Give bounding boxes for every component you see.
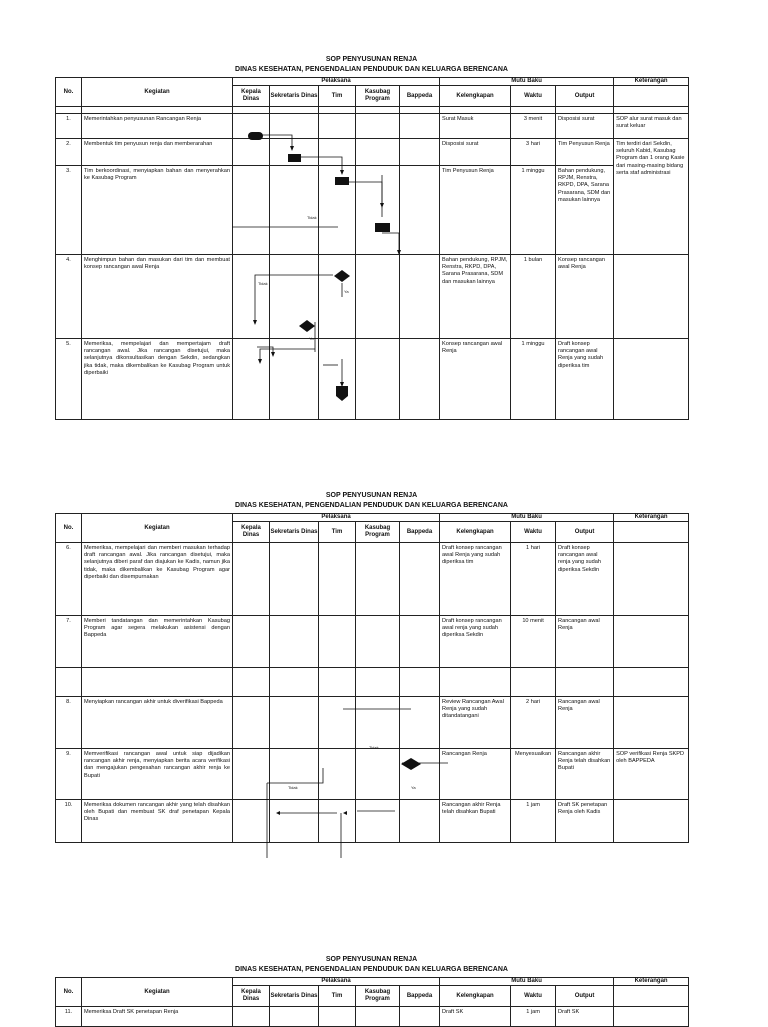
header-pelaksana: Pelaksana <box>233 978 440 986</box>
header-no: No. <box>56 78 82 107</box>
header-kelengkapan: Kelengkapan <box>440 86 511 107</box>
row-output: Bahan pendukung, RPJM, Renstra, RKPD, DPA, Sarana Prasarana, SDM dan masukan lainnya <box>556 166 614 255</box>
row-number: 2. <box>56 139 82 166</box>
table-row <box>56 749 689 800</box>
row-output: Rancangan awal Renja <box>556 697 614 749</box>
flow-label-tidak: Tidak <box>258 281 268 286</box>
row-keterangan <box>614 800 689 843</box>
row-output: Rancangan awal Renja <box>556 616 614 668</box>
header-kelengkapan: Kelengkapan <box>440 522 511 543</box>
row-number: 8. <box>56 697 82 749</box>
row-kelengkapan: Disposisi surat <box>440 139 511 166</box>
header-pelaksana: Pelaksana <box>233 78 440 86</box>
header-mutu-baku: Mutu Baku <box>440 78 614 86</box>
sop-title: SOP PENYUSUNAN RENJA <box>325 956 418 963</box>
row-number: 7. <box>56 616 82 668</box>
table-row <box>56 616 689 668</box>
row-number: 3. <box>56 166 82 255</box>
row-output: Disposisi surat <box>556 114 614 139</box>
sop-table-2 <box>55 513 688 843</box>
header-bappeda: Bappeda <box>400 986 440 1007</box>
row-keterangan: SOP alur surat masuk dan surat keluar <box>614 114 689 139</box>
row-waktu: 3 menit <box>511 114 556 139</box>
header-waktu: Waktu <box>511 986 556 1007</box>
header-kelengkapan: Kelengkapan <box>440 986 511 1007</box>
header-kasubag-program: Kasubag Program <box>356 86 400 107</box>
header-keterangan: Keterangan <box>614 978 689 986</box>
row-keterangan <box>614 255 689 339</box>
sop-subtitle: DINAS KESEHATAN, PENGENDALIAN PENDUDUK DAN KELUARGA BERENCANA <box>235 66 508 73</box>
sop-table-1 <box>55 77 688 420</box>
header-keterangan-blank <box>614 986 689 1007</box>
table-row <box>56 114 689 139</box>
flow-label-tidak: Tidak <box>307 215 317 220</box>
header-sekretaris-dinas: Sekretaris Dinas <box>270 986 319 1007</box>
header-kegiatan: Kegiatan <box>82 514 233 543</box>
header-tim: Tim <box>319 986 356 1007</box>
sop-subtitle: DINAS KESEHATAN, PENGENDALIAN PENDUDUK DAN KELUARGA BERENCANA <box>235 966 508 973</box>
table-row <box>56 107 689 114</box>
row-output: Draft konsep rancangan awal renja yang sudah diperiksa Sekdin <box>556 543 614 616</box>
header-kepala-dinas: Kepala Dinas <box>233 986 270 1007</box>
row-number: 11. <box>56 1007 82 1027</box>
row-keterangan <box>614 339 689 420</box>
row-number: 4. <box>56 255 82 339</box>
row-waktu: 1 minggu <box>511 166 556 255</box>
row-waktu: 1 minggu <box>511 339 556 420</box>
header-tim: Tim <box>319 522 356 543</box>
row-number: 5. <box>56 339 82 420</box>
row-kelengkapan: Konsep rancangan awal Renja <box>440 339 511 420</box>
row-kegiatan: Memverifikasi rancangan awal untuk siap dijadikan rancangan akhir renja, menyiapkan berita acara verifikasi dan mengajukan pengesahan rancangan akhir renja ke Bupati <box>82 749 233 800</box>
sop-table-3 <box>55 977 688 1027</box>
row-kelengkapan: Draft SK <box>440 1007 511 1027</box>
header-kasubag-program: Kasubag Program <box>356 986 400 1007</box>
row-kelengkapan: Rancangan Renja <box>440 749 511 800</box>
table-row <box>56 255 689 339</box>
header-keterangan-blank <box>614 86 689 107</box>
row-keterangan <box>614 616 689 668</box>
header-pelaksana: Pelaksana <box>233 514 440 522</box>
header-keterangan: Keterangan <box>614 514 689 522</box>
row-kelengkapan: Bahan pendukung, RPJM, Renstra, RKPD, DPA, Sarana Prasarana, SDM dan masukan lainnya <box>440 255 511 339</box>
header-kepala-dinas: Kepala Dinas <box>233 86 270 107</box>
row-number: 9. <box>56 749 82 800</box>
row-kegiatan: Menyiapkan rancangan akhir untuk diverifikasi Bappeda <box>82 697 233 749</box>
row-waktu: 3 hari <box>511 139 556 166</box>
header-keterangan: Keterangan <box>614 78 689 86</box>
header-mutu-baku: Mutu Baku <box>440 514 614 522</box>
row-number: 10. <box>56 800 82 843</box>
row-waktu: 1 jam <box>511 1007 556 1027</box>
header-kegiatan: Kegiatan <box>82 978 233 1007</box>
row-kegiatan: Memeriksa Draft SK penetapan Renja <box>82 1007 233 1027</box>
table-row <box>56 668 689 697</box>
flow-label-ya: Ya <box>309 336 314 341</box>
row-kelengkapan: Surat Masuk <box>440 114 511 139</box>
sop-title: SOP PENYUSUNAN RENJA <box>325 492 418 499</box>
header-sekretaris-dinas: Sekretaris Dinas <box>270 522 319 543</box>
row-output: Draft SK <box>556 1007 614 1027</box>
flow-label-tidak: Tidak <box>288 785 298 790</box>
sop-page-2 <box>55 491 688 843</box>
row-waktu: 2 hari <box>511 697 556 749</box>
table-row <box>56 166 689 255</box>
row-kegiatan: Memeriksa, mempelajari dan memberi masukan terhadap draft rancangan awal. Jika rancangan disetujui, maka selanjutnya diberi paraf dan diajukan ke Kadis, namun jika tidak, maka dikembalikan ke Kasubag Program agar diperbaiki dan disempurnakan <box>82 543 233 616</box>
row-waktu: Menyesuaikan <box>511 749 556 800</box>
header-output: Output <box>556 86 614 107</box>
row-kegiatan: Memeriksa dokumen rancangan akhir yang telah disahkan oleh Bupati dan membuat SK draf penetapan Kepala Dinas <box>82 800 233 843</box>
header-kepala-dinas: Kepala Dinas <box>233 522 270 543</box>
header-bappeda: Bappeda <box>400 522 440 543</box>
header-output: Output <box>556 522 614 543</box>
row-number: 1. <box>56 114 82 139</box>
header-keterangan-blank <box>614 522 689 543</box>
header-no: No. <box>56 514 82 543</box>
header-waktu: Waktu <box>511 522 556 543</box>
row-kegiatan: Tim berkoordinasi, menyiapkan bahan dan menyerahkan ke Kasubag Program <box>82 166 233 255</box>
row-keterangan <box>614 697 689 749</box>
row-kegiatan: Memeriksa, mempelajari dan mempertajam draft rancangan awal. Jika rancangan disetujui, maka selanjutnya dikonsultasikan dengan Sekdin, sedangkan jika tidak, maka dikembalikan ke Kasubag Program untuk diperbaiki <box>82 339 233 420</box>
flow-label-tidak: Tidak <box>369 745 379 750</box>
row-output: Tim Penyusun Renja <box>556 139 614 166</box>
row-kelengkapan: Draft konsep rancangan awal renja yang sudah diperiksa Sekdin <box>440 616 511 668</box>
sop-page-1 <box>55 55 688 420</box>
header-sekretaris-dinas: Sekretaris Dinas <box>270 86 319 107</box>
row-output: Konsep rancangan awal Renja <box>556 255 614 339</box>
header-bappeda: Bappeda <box>400 86 440 107</box>
row-keterangan: SOP verifikasi Renja SKPD oleh BAPPEDA <box>614 749 689 800</box>
row-kelengkapan: Draft konsep rancangan awal Renja yang sudah diperiksa tim <box>440 543 511 616</box>
row-number: 6. <box>56 543 82 616</box>
row-output: Draft konsep rancangan awal Renja yang sudah diperiksa tim <box>556 339 614 420</box>
header-kasubag-program: Kasubag Program <box>356 522 400 543</box>
sop-page-3 <box>55 955 688 1027</box>
header-tim: Tim <box>319 86 356 107</box>
row-output: Draft SK penetapan Renja oleh Kadis <box>556 800 614 843</box>
row-waktu: 1 hari <box>511 543 556 616</box>
header-kegiatan: Kegiatan <box>82 78 233 107</box>
row-keterangan: Tim terdiri dari Sekdin, seluruh Kabid, Kasubag Program dan 1 orang Kasie dari masing-masing bidang serta staf administrasi <box>614 139 689 255</box>
row-waktu: 10 menit <box>511 616 556 668</box>
table-row <box>56 139 689 166</box>
row-waktu: 1 jam <box>511 800 556 843</box>
row-kegiatan: Memberi tandatangan dan memerintahkan Kasubag Program agar segera melakukan asistensi dengan Bappeda <box>82 616 233 668</box>
sop-subtitle: DINAS KESEHATAN, PENGENDALIAN PENDUDUK DAN KELUARGA BERENCANA <box>235 502 508 509</box>
table-row <box>56 697 689 749</box>
row-kegiatan: Membentuk tim penyusun renja dan memberarahan <box>82 139 233 166</box>
row-kelengkapan: Rancangan akhir Renja telah disahkan Bupati <box>440 800 511 843</box>
table-row <box>56 543 689 616</box>
table-row <box>56 339 689 420</box>
header-mutu-baku: Mutu Baku <box>440 978 614 986</box>
header-no: No. <box>56 978 82 1007</box>
row-kegiatan: Memerintahkan penyusunan Rancangan Renja <box>82 114 233 139</box>
table-row <box>56 800 689 843</box>
row-keterangan <box>614 543 689 616</box>
row-output: Rancangan akhir Renja telah disahkan Bupati <box>556 749 614 800</box>
header-waktu: Waktu <box>511 86 556 107</box>
row-kelengkapan: Tim Penyusun Renja <box>440 166 511 255</box>
row-kelengkapan: Review Rancangan Awal Renja yang sudah ditandatangani <box>440 697 511 749</box>
flow-label-ya: Ya <box>411 785 416 790</box>
header-output: Output <box>556 986 614 1007</box>
flow-label-ya: Ya <box>344 289 349 294</box>
sop-title: SOP PENYUSUNAN RENJA <box>325 56 418 63</box>
row-waktu: 1 bulan <box>511 255 556 339</box>
row-kegiatan: Menghimpun bahan dan masukan dari tim dan membuat konsep rancangan awal Renja <box>82 255 233 339</box>
